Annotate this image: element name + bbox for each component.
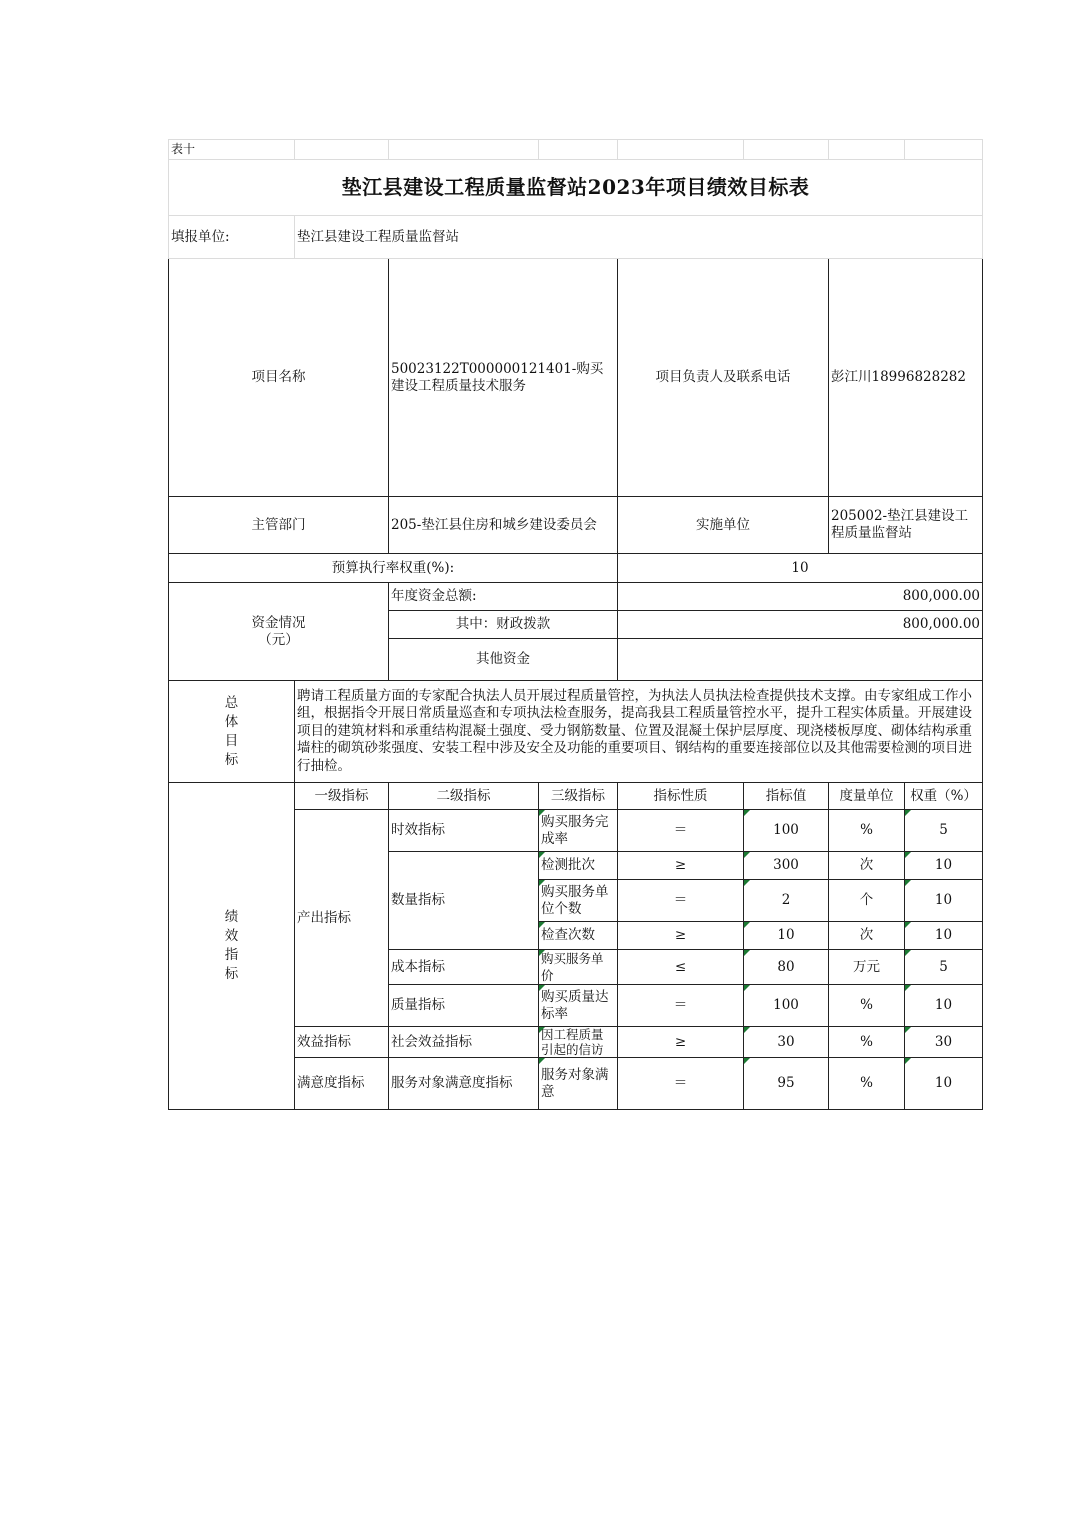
value-cell: 95 (744, 1058, 829, 1110)
value-cell: 2 (744, 880, 829, 922)
value-cell: 300 (744, 852, 829, 880)
nature-cell: ≤ (618, 950, 744, 985)
weight-cell: 10 (905, 880, 983, 922)
funds-label (169, 583, 389, 681)
goal-text: 聘请工程质量方面的专家配合执法人员开展过程质量管控，为执法人员执法检查提供技术支撑。由专家组成工作小组，根据指令开展日常质量巡查和专项执法检查服务，提高我县工程质量管控水平，提升工程实体质量。开展建设项目的建筑材料和承重结构混凝土强度、受力钢筋数量、位置及混凝土保护层厚度、现浇楼板厚度、砌体结构承重墙柱的砌筑砂浆强度、安装工程中涉及安全及功能的重要项目、钢结构的重要连接部位以及其他需要检测的项目进行抽检。 (295, 681, 983, 783)
value-cell: 100 (744, 985, 829, 1027)
l3-cell: 购买服务单位个数 (539, 880, 618, 922)
page-title: 垫江县建设工程质量监督站2023年项目绩效目标表 (169, 160, 983, 216)
goal-label-char: 总 (224, 694, 239, 711)
perf-label-char: 绩 (224, 909, 239, 925)
l3-cell: 服务对象满意 (539, 1058, 618, 1110)
goal-label-char: 标 (224, 751, 239, 768)
header-nature: 指标性质 (618, 783, 744, 810)
header-value: 指标值 (744, 783, 829, 810)
unit-cell: 万元 (829, 950, 905, 985)
weight-cell: 5 (905, 950, 983, 985)
goal-label (169, 681, 295, 783)
nature-cell: ＝ (618, 810, 744, 852)
unit-cell: % (829, 810, 905, 852)
project-contact-label: 项目负责人及联系电话 (618, 259, 829, 497)
l3-cell: 检查次数 (539, 922, 618, 950)
l3-cell: 购买服务完成率 (539, 810, 618, 852)
value-cell: 80 (744, 950, 829, 985)
unit-cell: % (829, 1027, 905, 1058)
weight-cell: 10 (905, 985, 983, 1027)
l2-cell: 服务对象满意度指标 (389, 1058, 539, 1110)
weight-cell: 10 (905, 922, 983, 950)
l3-cell: 因工程质量引起的信访 (539, 1027, 618, 1058)
l1-cell: 满意度指标 (295, 1058, 389, 1110)
table-number: 表十 (169, 140, 295, 160)
unit-cell: 个 (829, 880, 905, 922)
project-name-label: 项目名称 (169, 259, 389, 497)
nature-cell: ≥ (618, 922, 744, 950)
value-cell: 10 (744, 922, 829, 950)
perf-label-char: 效 (224, 928, 239, 944)
goal-label-char: 体 (224, 713, 239, 730)
project-contact-value: 彭江川18996828282 (829, 259, 983, 497)
l3-cell: 购买服务单价 (539, 950, 618, 985)
perf-label-char: 标 (224, 966, 239, 982)
header-l1: 一级指标 (295, 783, 389, 810)
funds-other-value (618, 639, 983, 681)
nature-cell: ≥ (618, 852, 744, 880)
funds-label-line1: 资金情况 (251, 614, 306, 631)
l2-cell: 时效指标 (389, 810, 539, 852)
l1-cell: 效益指标 (295, 1027, 389, 1058)
budget-weight-value: 10 (618, 554, 983, 583)
unit-cell: 次 (829, 922, 905, 950)
funds-fiscal-value: 800,000.00 (618, 611, 983, 639)
perf-label (169, 783, 295, 1110)
weight-cell: 5 (905, 810, 983, 852)
impl-label: 实施单位 (618, 497, 829, 554)
weight-cell: 10 (905, 1058, 983, 1110)
l3-cell: 购买质量达标率 (539, 985, 618, 1027)
l2-cell: 质量指标 (389, 985, 539, 1027)
header-l3: 三级指标 (539, 783, 618, 810)
value-cell: 100 (744, 810, 829, 852)
filler-label: 填报单位: (169, 216, 295, 259)
impl-value: 205002-垫江县建设工程质量监督站 (829, 497, 983, 554)
l2-cell: 社会效益指标 (389, 1027, 539, 1058)
header-weight: 权重（%） (905, 783, 983, 810)
l3-cell: 检测批次 (539, 852, 618, 880)
nature-cell: ≥ (618, 1027, 744, 1058)
weight-cell: 10 (905, 852, 983, 880)
header-unit: 度量单位 (829, 783, 905, 810)
nature-cell: ＝ (618, 985, 744, 1027)
unit-cell: 次 (829, 852, 905, 880)
funds-fiscal-label: 其中：财政拨款 (389, 611, 618, 639)
funds-total-value: 800,000.00 (618, 583, 983, 611)
dept-value: 205-垫江县住房和城乡建设委员会 (389, 497, 618, 554)
funds-label-line2: （元） (258, 631, 299, 648)
filler-value: 垫江县建设工程质量监督站 (295, 216, 983, 259)
dept-label: 主管部门 (169, 497, 389, 554)
funds-total-label: 年度资金总额: (389, 583, 618, 611)
perf-label-char: 指 (224, 947, 239, 963)
l1-cell: 产出指标 (295, 810, 389, 1027)
header-l2: 二级指标 (389, 783, 539, 810)
nature-cell: ＝ (618, 1058, 744, 1110)
performance-target-sheet (168, 139, 982, 1110)
unit-cell: % (829, 985, 905, 1027)
project-name-value: 50023122T000000121401-购买建设工程质量技术服务 (389, 259, 618, 497)
weight-cell: 30 (905, 1027, 983, 1058)
performance-table (168, 139, 983, 1110)
l2-cell: 数量指标 (389, 852, 539, 950)
budget-weight-label: 预算执行率权重(%): (169, 554, 618, 583)
unit-cell: % (829, 1058, 905, 1110)
l2-cell: 成本指标 (389, 950, 539, 985)
value-cell: 30 (744, 1027, 829, 1058)
funds-other-label: 其他资金 (389, 639, 618, 681)
nature-cell: ＝ (618, 880, 744, 922)
goal-label-char: 目 (224, 732, 239, 749)
